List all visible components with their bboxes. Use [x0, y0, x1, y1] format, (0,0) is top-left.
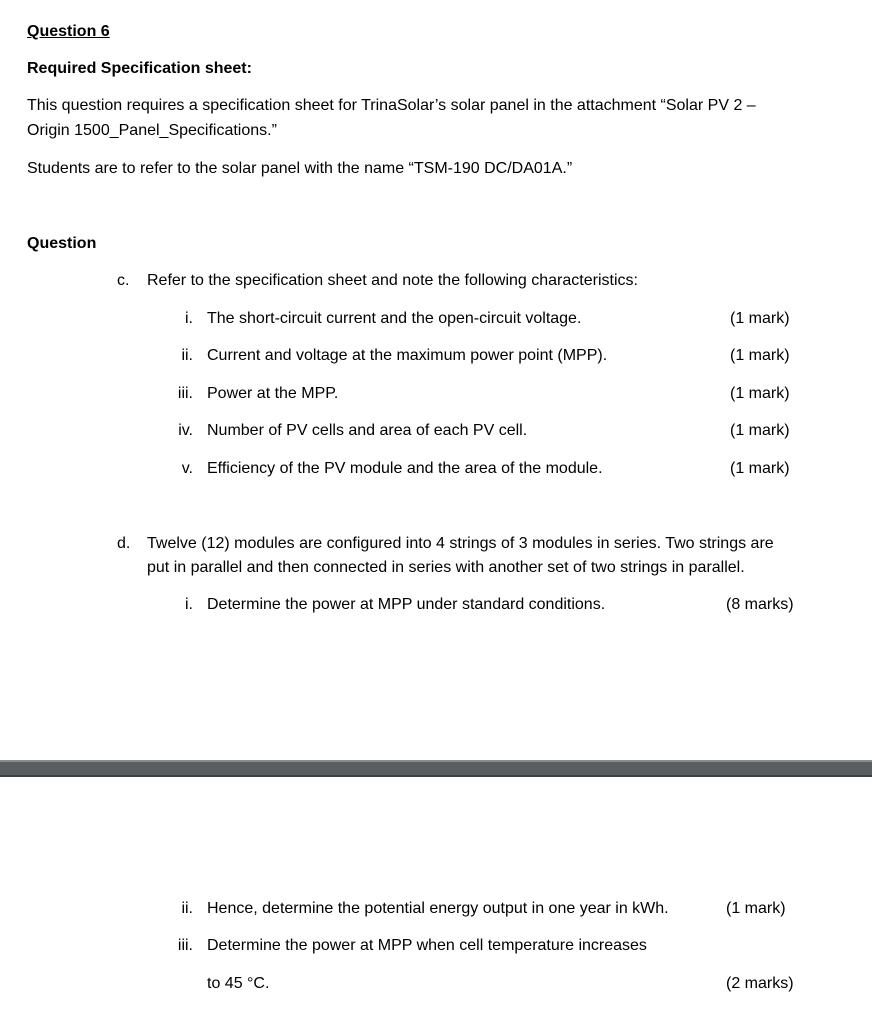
part-c-text: Refer to the specification sheet and note the following characteristics: [147, 272, 638, 289]
part-c-item-4-text: Number of PV cells and area of each PV cell. [207, 422, 528, 439]
part-c-item-2-num: ii. [181, 347, 193, 364]
question-title: Question 6 [27, 23, 110, 40]
intro-line-2: Origin 1500_Panel_Specifications.” [27, 122, 277, 139]
part-c-item-4-marks: (1 mark) [730, 422, 790, 439]
part-d-item-3-text-cont: to 45 °C. [207, 975, 270, 992]
part-d-line-2: put in parallel and then connected in series with another set of two strings in parallel. [147, 559, 745, 576]
part-c-item-2-marks: (1 mark) [730, 347, 790, 364]
part-c-label: c. [117, 272, 130, 289]
part-c-item-1-text: The short-circuit current and the open-circuit voltage. [207, 310, 582, 327]
part-c-item-5-num: v. [181, 460, 193, 477]
part-d-label: d. [117, 535, 131, 552]
part-c-item-1-num: i. [185, 310, 193, 327]
part-c-item-4-num: iv. [178, 422, 193, 439]
part-d-item-2-text: Hence, determine the potential energy output in one year in kWh. [207, 900, 669, 917]
part-c-item-1-marks: (1 mark) [730, 310, 790, 327]
question-heading: Question [27, 235, 97, 252]
spec-heading: Required Specification sheet: [27, 60, 252, 77]
part-c-item-5-marks: (1 mark) [730, 460, 790, 477]
part-d-item-2-marks: (1 mark) [726, 900, 786, 917]
part-d-item-3-text: Determine the power at MPP when cell temperature increases [207, 937, 647, 954]
part-d-item-1-marks: (8 marks) [726, 596, 794, 613]
part-c-item-5-text: Efficiency of the PV module and the area of the module. [207, 460, 603, 477]
part-c-item-3-num: iii. [177, 385, 193, 402]
part-d-item-1-num: i. [185, 596, 193, 613]
part-d-item-3-num: iii. [177, 937, 193, 954]
part-d-item-3-marks: (2 marks) [726, 975, 794, 992]
part-d-item-2-num: ii. [181, 900, 193, 917]
part-d-line-1: Twelve (12) modules are configured into 4 strings of 3 modules in series. Two strings are [147, 535, 774, 552]
part-c-item-3-marks: (1 mark) [730, 385, 790, 402]
intro-line-3: Students are to refer to the solar panel with the name “TSM-190 DC/DA01A.” [27, 160, 573, 177]
part-c-item-2-text: Current and voltage at the maximum power point (MPP). [207, 347, 608, 364]
page-divider [0, 760, 872, 777]
part-c-item-3-text: Power at the MPP. [207, 385, 339, 402]
intro-line-1: This question requires a specification sheet for TrinaSolar’s solar panel in the attachment “Solar PV 2 – [27, 97, 756, 114]
part-d-item-1-text: Determine the power at MPP under standard conditions. [207, 596, 606, 613]
